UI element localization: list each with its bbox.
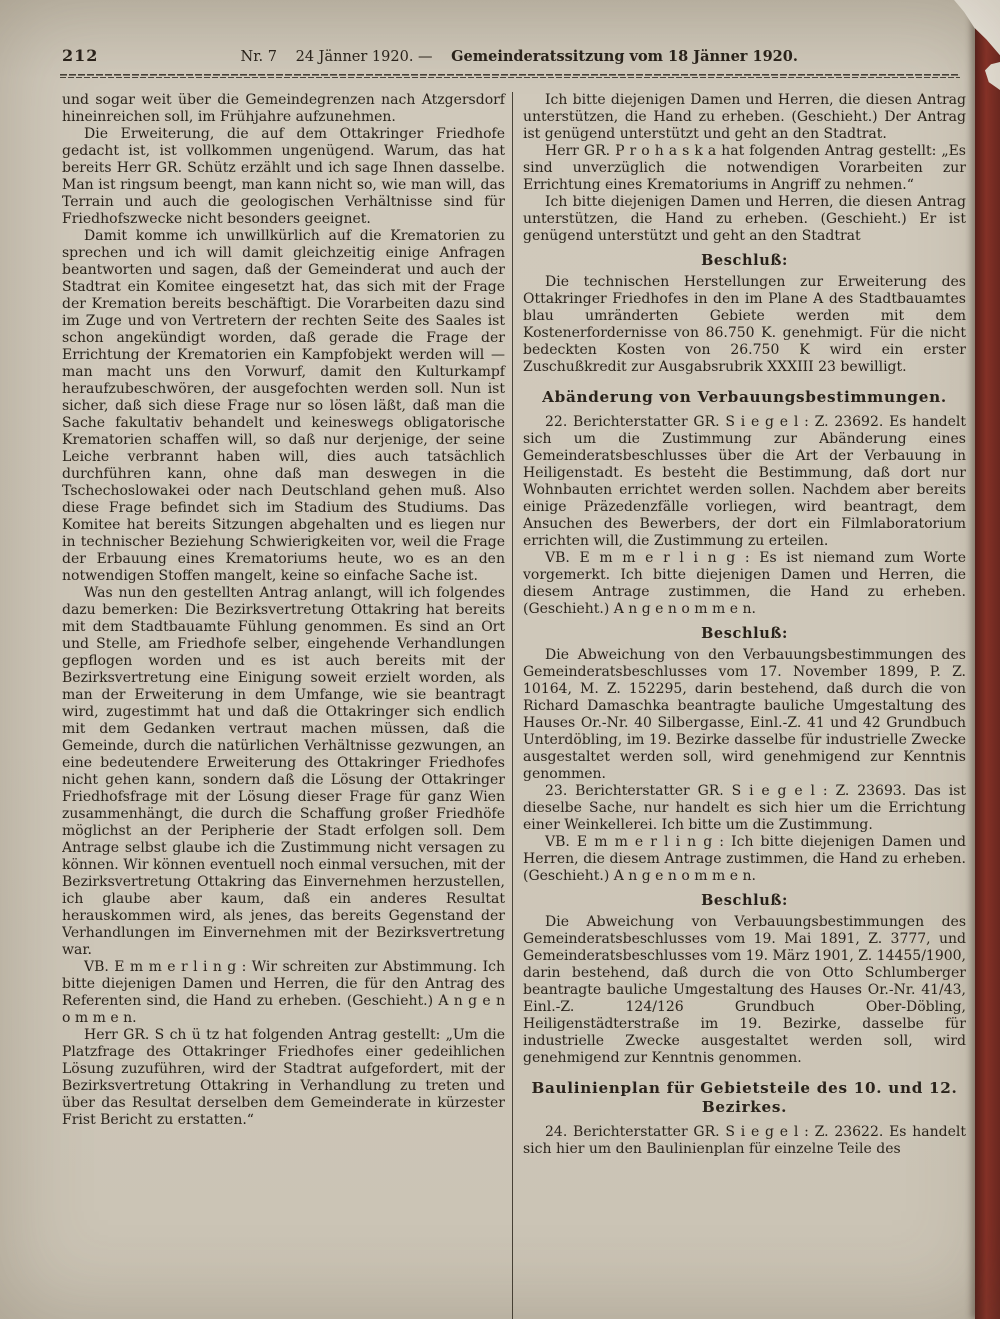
page-header xyxy=(62,46,940,65)
paragraph: Was nun den gestellten Antrag anlangt, will ich folgendes dazu bemerken: Die Bezirksvertretung Ottakring hat bereits mit dem Stadtbauamte Fühlung genommen. Es sind an Ort und Stelle, am Friedhofe selber, eingehende Verhandlungen gepflogen worden und es ist auch bereits mit der Bezirksvertretung eine Einigung soweit erzielt worden, als man der Erweiterung in dem Umfange, wie sie beantragt wird, zugestimmt hat und daß die Ottakringer sich endlich mit dem Gedanken vertraut machen müssen, daß die Gemeinde, durch die natürlichen Verhältnisse gezwungen, an eine bedeutendere Erweiterung des Ottakringer Friedhofes nicht gehen kann, sondern daß die Lösung der Ottakringer Friedhofsfrage mit der Lösung dieser Frage für ganz Wien zusammenhängt, die durch die Schaffung großer Friedhöfe möglichst an der Peripherie der Stadt erfolgen soll. Dem Antrage selbst glaube ich die Zustimmung nicht versagen zu können. Wir können eventuell noch einmal versuchen, mit der Bezirksvertretung Ottakring das Einvernehmen herzustellen, ich glaube aber kaum, daß ein anderes Resultat herauskommen wird, als jenes, das bereits Gegenstand der Verhandlungen im Einvernehmen mit der Bezirksvertretung war. xyxy=(62,585,505,958)
decision-heading: Beschluß: xyxy=(701,892,788,909)
book-binding-edge xyxy=(975,0,1000,1319)
page-number: 212 xyxy=(62,46,99,65)
paragraph: Die Abweichung von den Verbauungsbestimmungen des Gemeinderatsbeschlusses vom 17. November 1899, P. Z. 10164, M. Z. 152295, darin bestehend, daß durch die von Richard Damaschka beantragte bauliche Umgestaltung des Hauses Or.-Nr. 40 Silbergasse, Einl.-Z. 41 und 42 Grundbuch Unterdöbling, im 19. Bezirke dasselbe für industrielle Zwecke ausgestaltet werden soll, wird genehmigend zur Kenntnis genommen. xyxy=(523,647,966,782)
paragraph: Die technischen Herstellungen zur Erweiterung des Ottakringer Friedhofes in den im Plane A des Stadtbauamtes blau umränderten Gebiete werden mit dem Kostenerfordernisse von 86.750 K. genehmigt. Für die nicht bedeckten Kosten von 26.750 K wird ein erster Zuschußkredit zur Ausgabsrubrik XXXIII 23 bewilligt. xyxy=(523,274,966,375)
paragraph: 22. Berichterstatter GR. S i e g e l : Z. 23692. Es handelt sich um die Zustimmung zur Abänderung eines Gemeinderatsbeschlusses über die Art der Verbauung in Heiligenstadt. Es besteht die Bestimmung, daß dort nur Wohnbauten errichtet werden sollen. Nachdem aber bereits einige Präzedenzfälle vorliegen, wird beantragt, dem Ansuchen des Bewerbers, der dort ein Filmlaboratorium errichten will, die Zustimmung zu erteilen. xyxy=(523,414,966,549)
column-divider xyxy=(512,92,513,1319)
section-heading: Abänderung von Verbauungsbestimmungen. xyxy=(542,388,947,406)
paragraph: und sogar weit über die Gemeindegrenzen nach Atzgersdorf hineinreichen soll, im Frühjahre aufzunehmen. xyxy=(62,92,505,125)
paragraph: Die Erweiterung, die auf dem Ottakringer Friedhofe gedacht ist, ist vollkommen ungenügend. Warum, das hat bereits Herr GR. Schütz erzählt und ich sage Ihnen dasselbe. Man ist ringsum beengt, man kann nicht so, wie man will, das Terrain und auch die geologischen Verhältnisse sind für Friedhofszwecke nicht besonders geeignet. xyxy=(62,126,505,227)
decision-heading: Beschluß: xyxy=(701,252,788,269)
session-title: Gemeinderatssitzung vom 18 Jänner 1920. xyxy=(451,48,798,65)
paragraph: 23. Berichterstatter GR. S i e g e l : Z. 23693. Das ist dieselbe Sache, nur handelt es sich hier um die Errichtung einer Weinkellerei. Ich bitte um die Zustimmung. xyxy=(523,783,966,833)
section-heading: Baulinienplan für Gebietsteile des 10. und 12. Bezirkes. xyxy=(531,1079,958,1116)
paragraph: Die Abweichung von Verbauungsbestimmungen des Gemeinderatsbeschlusses vom 19. Mai 1891, Z. 3777, und Gemeinderatsbeschlusses vom 19. März 1901, Z. 14455/1900, darin bestehend, daß durch die von Otto Schlumberger beantragte bauliche Umgestaltung des Hauses Or.-Nr. 41/43, Einl.-Z. 124/126 Grundbuch Ober-Döbling, Heiligenstädterstraße im 19. Bezirke, dasselbe für industrielle Zwecke ausgestaltet werden soll, wird genehmigend zur Kenntnis genommen. xyxy=(523,914,966,1066)
issue-number: Nr. 7 xyxy=(240,49,277,65)
paragraph: Ich bitte diejenigen Damen und Herren, die diesen Antrag unterstützen, die Hand zu erheben. (Geschieht.) Der Antrag ist genügend unterstützt und geht an den Stadtrat. xyxy=(523,92,966,142)
paragraph: VB. E m m e r l i n g : Ich bitte diejenigen Damen und Herren, die diesem Antrage zustimmen, die Hand zu erheben. (Geschieht.) A n g e n o m m e n. xyxy=(523,834,966,884)
paragraph: Ich bitte diejenigen Damen und Herren, die diesen Antrag unterstützen, die Hand zu erheben. (Geschieht.) Er ist genügend unterstützt und geht an den Stadtrat xyxy=(523,194,966,244)
left-column xyxy=(62,92,505,1314)
paragraph: 24. Berichterstatter GR. S i e g e l : Z. 23622. Es handelt sich hier um den Baulinienplan für einzelne Teile des xyxy=(523,1124,966,1157)
paragraph: VB. E m m e r l i n g : Es ist niemand zum Worte vorgemerkt. Ich bitte diejenigen Damen und Herren, die diesem Antrage zustimmen, die Hand zu erheben. (Geschieht.) A n g e n o m m e n. xyxy=(523,550,966,617)
header-rule xyxy=(60,74,960,80)
paragraph: Herr GR. S ch ü tz hat folgenden Antrag gestellt: „Um die Platzfrage des Ottakringer Friedhofes einer gedeihlichen Lösung zuzuführen, wird der Stadtrat aufgefordert, mit der Bezirksvertretung Ottakring in Verhandlung zu treten und über das Resultat derselben dem Gemeinderate in kürzester Frist Bericht zu erstatten.“ xyxy=(62,1027,505,1128)
paragraph: Damit komme ich unwillkürlich auf die Krematorien zu sprechen und ich will damit gleichzeitig einige Anfragen beantworten und sagen, daß der Gemeinderat und auch der Stadtrat ein Komitee eingesetzt hat, das sich mit der Frage der Kremation bereits beschäftigt. Die Vorarbeiten dazu sind im Zuge und von Vertretern der rechten Seite des Saales ist schon angekündigt worden, daß gerade die Frage der Errichtung der Krematorien ein Kampfobjekt werden will — man macht uns den Vorwurf, damit den Kulturkampf heraufzubeschwören, der ausgefochten werden soll. Nun ist sicher, daß sich diese Frage nur so lösen läßt, daß man die Sache fakultativ behandelt und keineswegs obligatorische Krematorien schaffen will, so daß nur derjenige, der seine Leiche verbrannt haben will, dies auch tatsächlich durchführen kann, ohne daß man deswegen in die Tschechoslowakei oder nach Deutschland gehen muß. Also diese Frage befindet sich im Stadium des Studiums. Das Komitee hat bereits Sitzungen abgehalten und es liegen nur in technischer Beziehung Schwierigkeiten vor, weil die Frage der Erbauung eines Krematoriums heute, wo es an den notwendigen Stoffen mangelt, keine so einfache Sache ist. xyxy=(62,228,505,584)
decision-heading: Beschluß: xyxy=(701,625,788,642)
right-column xyxy=(523,92,966,1314)
paragraph: VB. E m m e r l i n g : Wir schreiten zur Abstimmung. Ich bitte diejenigen Damen und Herren, die für den Antrag des Referenten sind, die Hand zu erheben. (Geschieht.) A n g e n o m m e n. xyxy=(62,959,505,1026)
paragraph: Herr GR. P r o h a s k a hat folgenden Antrag gestellt: „Es sind unverzüglich die notwendigen Vorarbeiten zur Errichtung eines Krematoriums in Angriff zu nehmen.“ xyxy=(523,143,966,193)
header-title xyxy=(98,48,940,65)
issue-date: 24 Jänner 1920. — xyxy=(295,49,433,65)
text-columns xyxy=(62,92,966,1314)
